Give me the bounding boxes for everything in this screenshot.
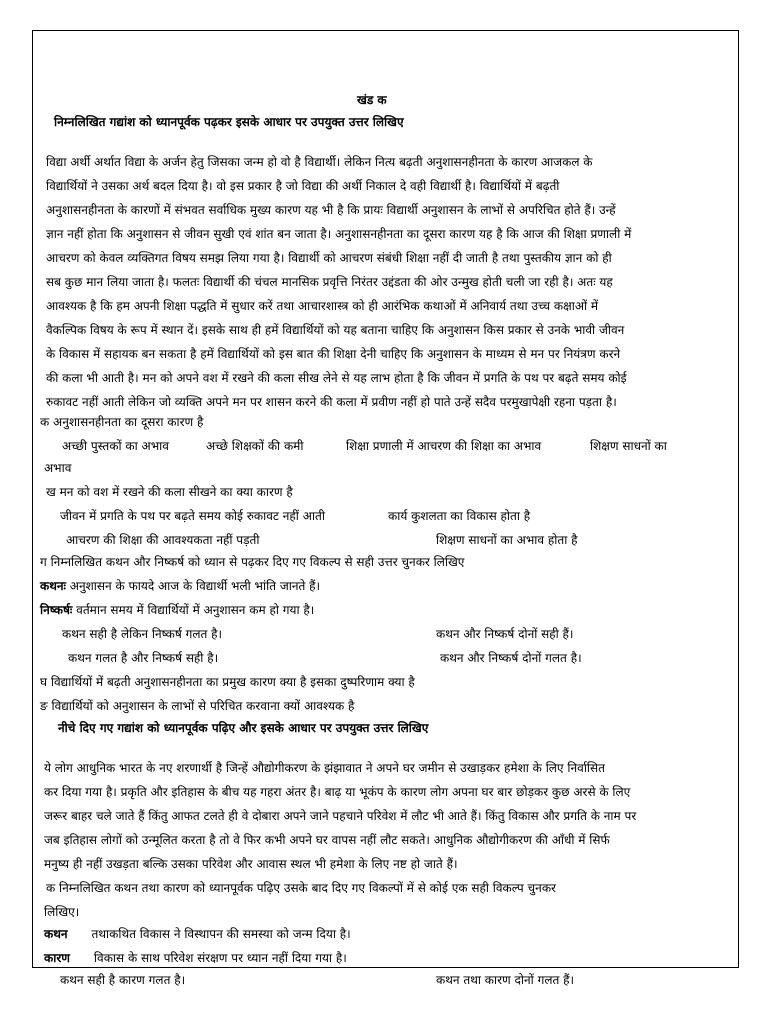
passage-1-line: की कला भी आती है। मन को अपने वश में रखने की कला सीख लेने से यह लाभ होता है कि जीवन में प्रगति के पथ पर बढ़ते समय कोई — [46, 371, 627, 385]
option-2-ka-1: कथन सही है कारण गलत है। — [60, 973, 186, 987]
passage-2-line: मनुष्य ही नहीं उखड़ता बल्कि उसका परिवेश और आवास स्थल भी हमेशा के लिए नष्ट हो जाते हैं। — [44, 857, 458, 871]
question-2-ka: क निम्नलिखित कथन तथा कारण को ध्यानपूर्वक पढ़िए उसके बाद दिए गए विकल्पों में से कोई एक सही विकल्प चुनकर — [46, 881, 556, 895]
passage-1-line: वैकल्पिक विषय के रूप में स्थान दें। इसके साथ ही हमें विद्यार्थियों को यह बताना चाहिए कि अनुशासन किस प्रकार से उनके भावी जीवन — [46, 323, 625, 337]
option-kha-1: जीवन में प्रगति के पथ पर बढ़ते समय कोई रुकावट नहीं आती — [60, 509, 325, 523]
nishkarsh-line — [40, 602, 314, 618]
kathan-2-line — [44, 926, 351, 942]
question-ga: ग निम्नलिखित कथन और निष्कर्ष को ध्यान से पढ़कर दिए गए विकल्प से सही उत्तर चुनकर लिखिए — [40, 555, 465, 569]
option-ka-2: अच्छे शिक्षकों की कमी — [206, 439, 304, 453]
passage-1-line: आवश्यक है कि हम अपनी शिक्षा पद्धति में सुधार करें तथा आचारशास्त्र को ही आरंभिक कथाओं में अनिवार्य तथा उच्च कक्षाओं में — [46, 299, 599, 313]
instruction-passage-2: नीचे दिए गए गद्यांश को ध्यानपूर्वक पढ़िए और इसके आधार पर उपयुक्त उत्तर लिखिए — [58, 721, 429, 735]
option-kha-2: कार्य कुशलता का विकास होता है — [388, 509, 531, 523]
option-2-ka-2: कथन तथा कारण दोनों गलत हैं। — [436, 973, 575, 987]
option-ga-3: कथन गलत है और निष्कर्ष सही है। — [68, 651, 219, 665]
passage-2-line: ये लोग आधुनिक भारत के नए शरणार्थी है जिन्हें औद्योगीकरण के झंझावात ने अपने घर जमीन से उखाड़कर हमेशा के लिए निर्वासित — [44, 761, 605, 775]
passage-1-line: ज्ञान नहीं होता कि अनुशासन से जीवन सुखी एवं शांत बन जाता है। अनुशासनहीनता का दूसरा कारण यह है कि आज की शिक्षा प्रणाली में — [46, 227, 632, 241]
passage-1-line: के विकास में सहायक बन सकता है हमें विद्यार्थियों को इस बात की शिक्षा देनी चाहिए कि अनुशासन के माध्यम से मन पर नियंत्रण करने — [46, 347, 621, 361]
kathan-label: कथनः — [40, 579, 66, 593]
option-ka-wrap: अभाव — [44, 461, 72, 475]
kathan-text: अनुशासन के फायदे आज के विद्यार्थी भली भांति जानते हैं। — [65, 579, 321, 593]
kathan-line — [40, 578, 320, 594]
option-kha-4: शिक्षण साधनों का अभाव होता है — [436, 533, 578, 547]
karan-2-label: कारण — [44, 951, 70, 965]
option-ka-3: शिक्षा प्रणाली में आचरण की शिक्षा का अभाव — [346, 439, 542, 453]
passage-2-line: कर दिया गया है। प्रकृति और इतिहास के बीच यह गहरा अंतर है। बाढ़ या भूकंप के कारण लोग अपना घर बार छोड़कर कुछ अरसे के लिए — [44, 785, 631, 799]
passage-2-line: जरूर बाहर चले जाते हैं किंतु आफत टलते ही वे दोबारा अपने जाने पहचाने परिवेश में लौट भी आते हैं। किंतु विकास और प्रगति के नाम पर — [44, 809, 637, 823]
question-ka: क अनुशासनहीनता का दूसरा कारण है — [40, 415, 204, 429]
question-gha: घ विद्यार्थियों में बढ़ती अनुशासनहीनता का प्रमुख कारण क्या है इसका दुष्परिणाम क्या है — [40, 675, 415, 689]
option-ga-1: कथन सही है लेकिन निष्कर्ष गलत है। — [62, 627, 223, 641]
passage-1-line: आचरण को केवल व्यक्तिगत विषय समझ लिया गया है। विद्यार्थी को आचरण संबंधी शिक्षा नहीं दी जाती है तथा पुस्तकीय ज्ञान को ही — [46, 251, 612, 265]
passage-1-line: विद्यार्थियों ने उसका अर्थ बदल दिया है। वो इस प्रकार है जो विद्या की अर्थी निकाल दे वही विद्यार्थी है। विद्यार्थियों में बढ़ती — [46, 179, 560, 193]
nishkarsh-text: वर्तमान समय में विद्यार्थियों में अनुशासन कम हो गया है। — [72, 603, 315, 617]
karan-2-line — [44, 950, 347, 966]
question-nga: ङ विद्यार्थियों को अनुशासन के लाभों से परिचित करवाना क्यों आवश्यक है — [40, 699, 355, 713]
passage-1-line: विद्या अर्थी अर्थात विद्या के अर्जन हेतु जिसका जन्म हो वो है विद्यार्थी। लेकिन नित्य बढ़ती अनुशासनहीनता के कारण आजकल के — [46, 155, 593, 169]
karan-2-text: विकास के साथ परिवेश संरक्षण पर ध्यान नहीं दिया गया है। — [93, 951, 347, 965]
passage-1-line: रुकावट नहीं आती लेकिन जो व्यक्ति अपने मन पर शासन करने की कला में प्रवीण नहीं हो पाते उन्हें सदैव परमुखापेक्षी रहना पड़ता है। — [46, 395, 617, 409]
option-ga-4: कथन और निष्कर्ष दोनों गलत है। — [440, 651, 582, 665]
instruction-passage-1: निम्नलिखित गद्यांश को ध्यानपूर्वक पढ़कर इसके आधार पर उपयुक्त उत्तर लिखिए — [54, 115, 404, 129]
question-kha: ख मन को वश में रखने की कला सीखने का क्या कारण है — [46, 485, 293, 499]
option-ga-2: कथन और निष्कर्ष दोनों सही हैं। — [436, 627, 574, 641]
passage-1-line: सब कुछ मान लिया जाता है। फलतः विद्यार्थी की चंचल मानसिक प्रवृत्ति निरंतर उद्दंडता की ओर उन्मुख होती चली जा रही है। अतः यह — [46, 275, 613, 289]
kathan-2-label: कथन — [44, 927, 68, 941]
option-ka-4: शिक्षण साधनों का — [590, 439, 667, 453]
question-2-ka-wrap: लिखिए। — [44, 905, 80, 919]
option-ka-1: अच्छी पुस्तकों का अभाव — [62, 439, 169, 453]
passage-2-line: जब इतिहास लोगों को उन्मूलित करता है तो वे फिर कभी अपने घर वापस नहीं लौट सकते। आधुनिक औद्योगीकरण की आँधी में सिर्फ — [44, 833, 610, 847]
passage-1-line: अनुशासनहीनता के कारणों में संभवत सर्वाधिक मुख्य कारण यह भी है कि प्रायः विद्यार्थी अनुशासन के लाभों से अपरिचित होते हैं। उन्हें — [46, 203, 616, 217]
option-kha-3: आचरण की शिक्षा की आवश्यकता नहीं पड़ती — [66, 533, 260, 547]
section-heading: खंड क — [357, 93, 387, 107]
nishkarsh-label: निष्कर्षः — [40, 603, 73, 617]
kathan-2-text: तथाकथित विकास ने विस्थापन की समस्या को जन्म दिया है। — [91, 927, 351, 941]
